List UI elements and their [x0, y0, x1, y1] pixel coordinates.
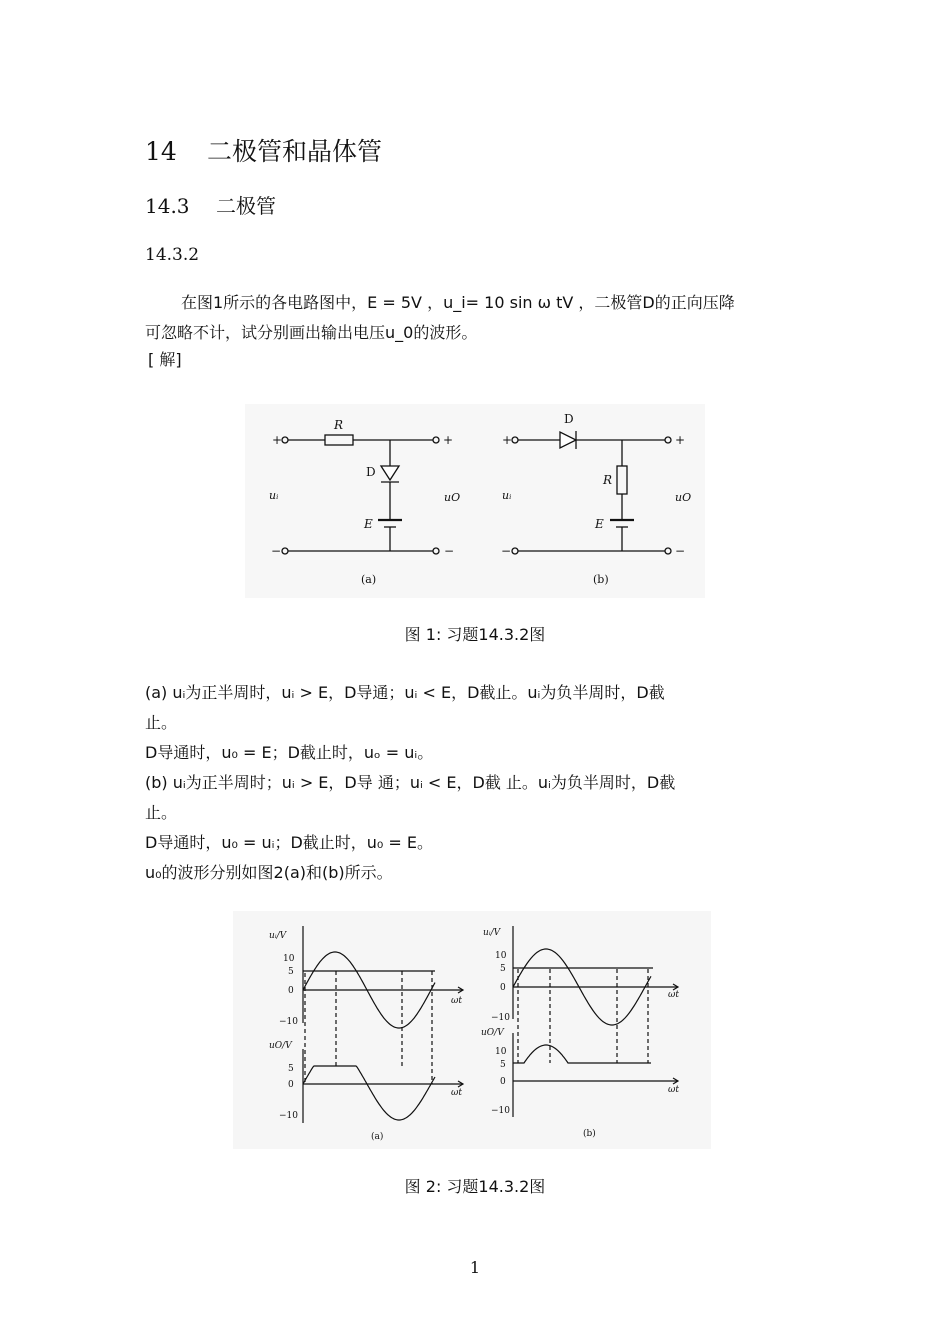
output-voltage-label-b: uO: [675, 491, 692, 504]
solution-line-4: (b) uᵢ为正半周时；uᵢ > E，D导 通；uᵢ < E，D截 止。uᵢ为负半周时，D截: [145, 773, 676, 792]
solution-body: [145, 678, 805, 888]
plus-terminal-b-in: +: [502, 433, 513, 447]
tick-10-a: 10: [283, 954, 295, 964]
wt-label-a-top: ωt: [451, 996, 462, 1006]
diode-label-b: D: [564, 412, 574, 426]
chapter-title: 二极管和晶体管: [207, 137, 383, 166]
wt-label-b-top: ωt: [668, 990, 679, 1000]
tick-minus10-b: −10: [491, 1013, 510, 1023]
tick-0-b: 0: [500, 983, 506, 993]
wt-label-a-bottom: ωt: [451, 1088, 462, 1098]
problem-line-1: 在图1所示的各电路图中，E = 5V ，u_i= 10 sin ω tV ，二极管D的正向压降: [181, 293, 735, 312]
tick-10-b-bottom: 10: [495, 1047, 507, 1057]
tick-5-a-bottom: 5: [288, 1064, 294, 1074]
tick-5-a: 5: [288, 967, 294, 977]
page-number: 1: [469, 1258, 481, 1277]
circuit-a-caption: (a): [361, 573, 377, 586]
tick-0-a: 0: [288, 986, 294, 996]
battery-label-a: E: [364, 517, 373, 531]
figure-1-caption: 图 1: 习题14.3.2图: [404, 625, 546, 644]
solution-line-3: D导通时，u₀ = E；D截止时，uₒ = uᵢ。: [145, 743, 434, 762]
solution-line-2: 止。: [145, 713, 178, 732]
ui-axis-label-a: uᵢ/V: [269, 931, 287, 941]
minus-terminal-a-out: −: [444, 544, 455, 558]
problem-line-2: 可忽略不计，试分别画出输出电压u_0的波形。: [145, 323, 478, 342]
plus-terminal-b-out: +: [675, 433, 686, 447]
waveform-b-caption: (b): [583, 1129, 596, 1139]
diode-label-a: D: [366, 465, 376, 479]
chapter-heading: [145, 132, 382, 168]
chapter-number: 14: [145, 137, 177, 166]
solution-label: [ 解]: [148, 350, 182, 369]
tick-minus10-a-bottom: −10: [279, 1111, 298, 1121]
ui-axis-label-b: uᵢ/V: [483, 928, 501, 938]
tick-5-b-bottom: 5: [500, 1060, 506, 1070]
uo-axis-label-a: uO/V: [269, 1041, 292, 1051]
figure-2-caption: 图 2: 习题14.3.2图: [404, 1177, 546, 1196]
solution-line-5: 止。: [145, 803, 178, 822]
output-waveform-a: [303, 1066, 435, 1120]
battery-label-b: E: [595, 517, 604, 531]
section-number: 14.3: [145, 194, 190, 218]
problem-statement: [145, 288, 805, 348]
tick-minus10-a: −10: [279, 1017, 298, 1027]
tick-10-b: 10: [495, 951, 507, 961]
input-voltage-label-a: uᵢ: [269, 489, 279, 502]
output-waveform-b: [513, 1045, 651, 1063]
tick-0-a-bottom: 0: [288, 1080, 294, 1090]
plus-terminal-a-out: +: [443, 433, 454, 447]
solution-line-1: (a) uᵢ为正半周时，uᵢ > E，D导通；uᵢ < E，D截止。uᵢ为负半周时，D截: [145, 683, 665, 702]
wt-label-b-bottom: ωt: [668, 1085, 679, 1095]
input-voltage-label-b: uᵢ: [502, 489, 512, 502]
waveform-a-caption: (a): [371, 1132, 384, 1142]
minus-terminal-a-in: −: [271, 544, 282, 558]
minus-terminal-b-in: −: [501, 544, 512, 558]
uo-axis-label-b: uO/V: [481, 1028, 504, 1038]
circuit-b-caption: (b): [593, 573, 609, 586]
tick-5-b: 5: [500, 964, 506, 974]
resistor-label-a: R: [334, 418, 344, 432]
solution-line-6: D导通时，u₀ = uᵢ；D截止时，u₀ = E。: [145, 833, 434, 852]
minus-terminal-b-out: −: [675, 544, 686, 558]
circuit-diagram: [245, 404, 705, 598]
section-title: 二极管: [216, 194, 276, 218]
section-heading: [145, 190, 276, 219]
output-voltage-label-a: uO: [444, 491, 461, 504]
plus-terminal-a-in: +: [272, 433, 283, 447]
waveform-diagram: [233, 911, 711, 1149]
resistor-label-b: R: [603, 473, 613, 487]
tick-minus10-b-bottom: −10: [491, 1106, 510, 1116]
figure-1-circuit: [245, 404, 705, 598]
tick-0-b-bottom: 0: [500, 1077, 506, 1087]
subsection-heading: 14.3.2: [145, 245, 200, 265]
solution-line-7: u₀的波形分别如图2(a)和(b)所示。: [145, 863, 393, 882]
figure-2-waveforms: [233, 911, 711, 1149]
